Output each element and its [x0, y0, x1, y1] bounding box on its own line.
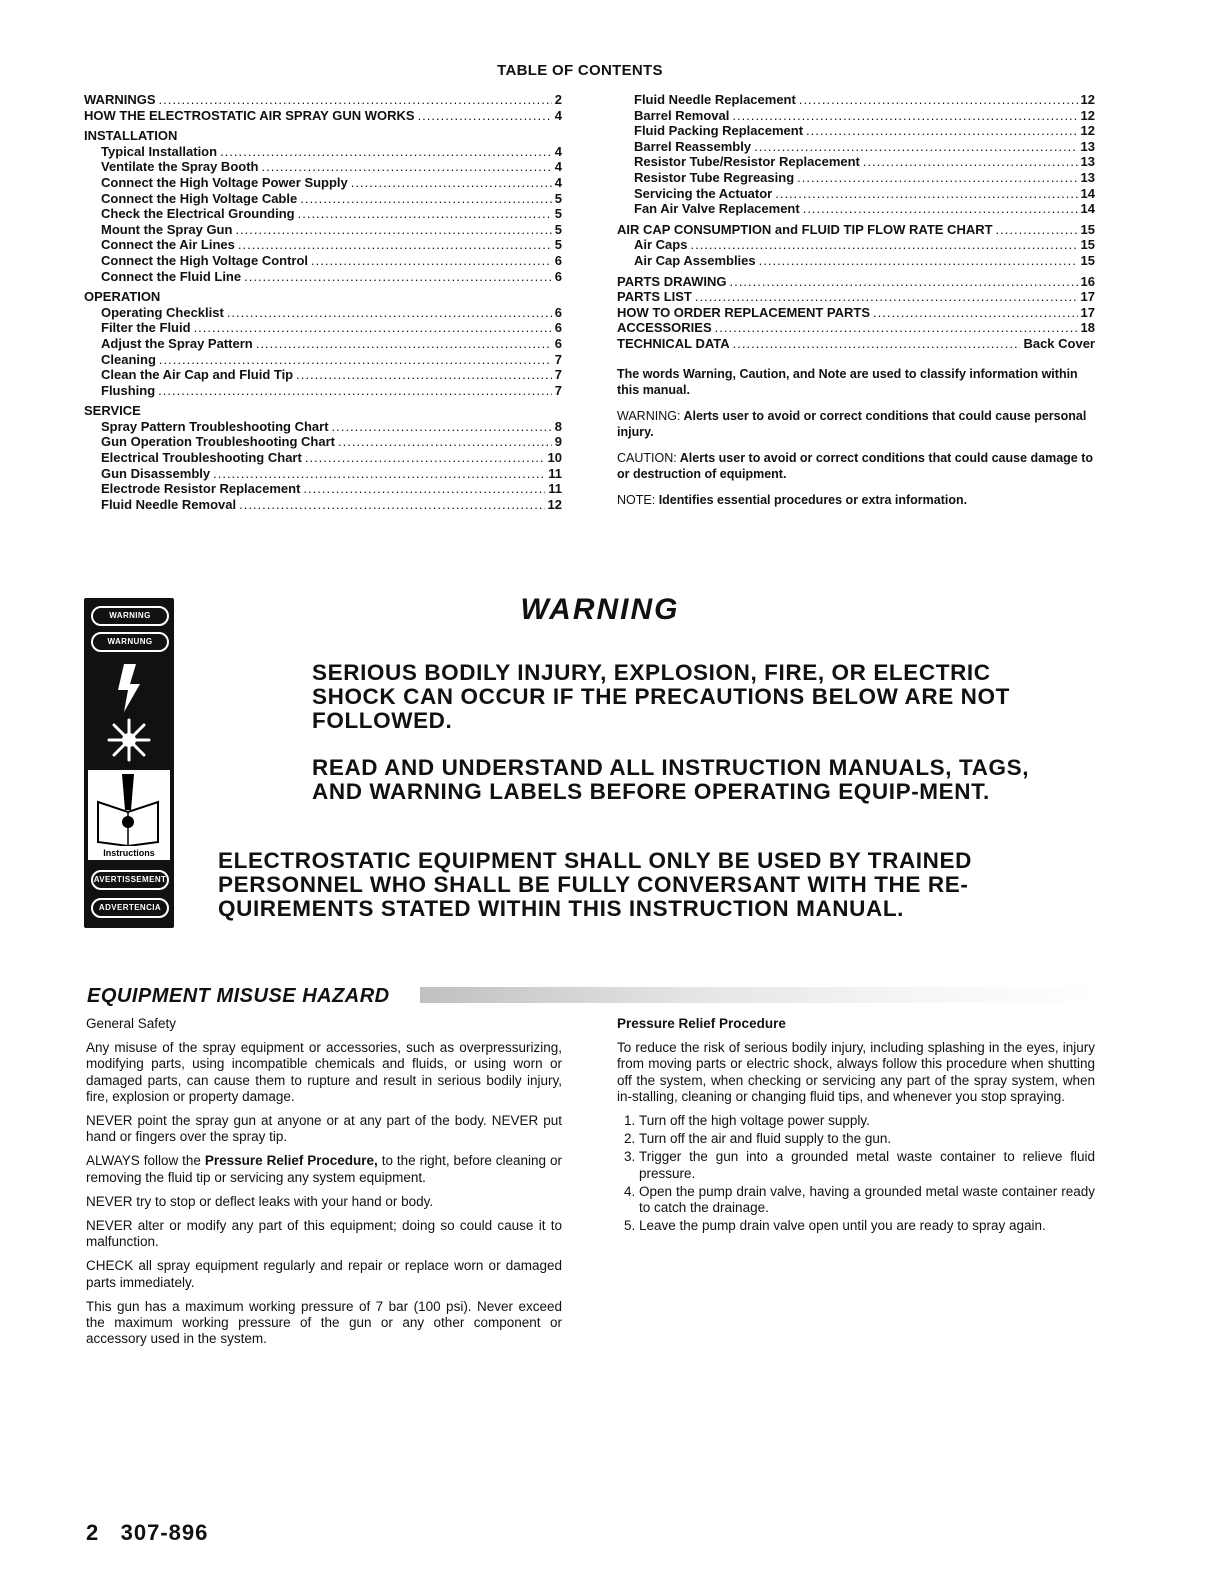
note-caution-text: Alerts user to avoid or correct conditions that could cause damage to or destruction of equipment.: [617, 450, 1094, 481]
toc-entry: [84, 206, 562, 222]
general-safety-heading: General Safety: [86, 1016, 177, 1031]
toc-dot-leader: [235, 222, 551, 238]
pressure-relief-steps: [617, 1113, 1095, 1234]
note-caution-label: CAUTION:: [617, 450, 677, 465]
toc-entry-title: Barrel Reassembly: [634, 138, 752, 154]
toc-entry: [84, 367, 562, 383]
toc-dot-leader: [797, 170, 1077, 186]
toc-dot-leader: [227, 305, 552, 321]
pressure-relief-step: 1. Turn off the high voltage power supply.: [639, 1113, 1095, 1129]
toc-entry: [84, 305, 562, 321]
toc-dot-leader: [873, 305, 1078, 321]
document-number: 307-896: [120, 1520, 209, 1545]
toc-entry-page: 15: [1080, 252, 1095, 268]
toc-entry-page: 17: [1080, 289, 1095, 305]
pressure-relief-step: 3. Trigger the gun into a grounded metal waste container to relieve fluid pressure.: [639, 1149, 1095, 1181]
toc-entry: [84, 191, 562, 207]
toc-entry-page: 4: [554, 107, 562, 123]
toc-dot-leader: [351, 175, 552, 191]
toc-entry-page: 12: [1080, 107, 1095, 123]
toc-entry-page: 14: [1080, 201, 1095, 217]
manual-exclamation-icon: [94, 772, 164, 846]
general-safety-p7: This gun has a maximum working pressure of 7 bar (100 psi). Never exceed the maximum working pressure of the gun or any other component or accessory used in the system.: [86, 1298, 562, 1347]
toc-entry-title: PARTS DRAWING: [617, 273, 727, 289]
toc-entry-title: Fluid Needle Replacement: [634, 92, 796, 107]
toc-entry: [84, 383, 562, 399]
toc-entry: [84, 419, 562, 435]
toc-entry-title: Connect the Air Lines: [101, 237, 235, 253]
toc-entry-page: 7: [554, 351, 562, 367]
note-caution: [617, 450, 1095, 482]
pressure-relief-column: [617, 1016, 1095, 1236]
p3-text-a: ALWAYS follow the: [86, 1153, 205, 1169]
p3-text-c: to the right, before cleaning or removing the fluid tip or servicing any system equipment.: [86, 1153, 562, 1185]
toc-entry-title: Air Cap Assemblies: [634, 252, 756, 268]
toc-entry-title: PARTS LIST: [617, 289, 692, 305]
toc-dot-leader: [730, 274, 1078, 290]
toc-entry-page: 13: [1080, 138, 1095, 154]
toc-entry-title: Operating Checklist: [101, 304, 224, 320]
toc-entry-page: 2: [554, 92, 562, 107]
misuse-section-title: EQUIPMENT MISUSE HAZARD: [87, 985, 390, 1007]
pressure-relief-step: 4. Open the pump drain valve, having a grounded metal waste container ready to catch the drainage.: [639, 1184, 1095, 1216]
toc-entry: [617, 123, 1095, 139]
toc-entry-page: 18: [1080, 320, 1095, 336]
toc-entry-title: Resistor Tube Regreasing: [634, 169, 795, 185]
toc-entry-page: 6: [554, 304, 562, 320]
warning-pill-es: ADVERTENCIA: [91, 898, 169, 918]
general-safety-p3: [86, 1153, 562, 1185]
toc-right-list: [617, 92, 1095, 352]
toc-dot-leader: [256, 336, 552, 352]
toc-dot-leader: [759, 253, 1078, 269]
note-warning-label: WARNING:: [617, 408, 681, 423]
toc-entry-page: 8: [554, 418, 562, 434]
toc-entry-title: Fluid Needle Removal: [101, 496, 237, 512]
toc-entry-title: Fan Air Valve Replacement: [634, 201, 800, 217]
toc-entry: [617, 201, 1095, 217]
toc-entry-page: 6: [554, 252, 562, 268]
toc-dot-leader: [338, 434, 552, 450]
electric-shock-icon: [94, 660, 164, 770]
toc-entry: [84, 159, 562, 175]
toc-dot-leader: [311, 253, 552, 269]
note-warning-text: Alerts user to avoid or correct conditions that could cause personal injury.: [617, 408, 1087, 439]
toc-dot-leader: [803, 201, 1078, 217]
warning-title: WARNING: [520, 593, 680, 626]
toc-entry-title: Cleaning: [101, 351, 156, 367]
toc-entry-page: 4: [554, 174, 562, 190]
page-number: 2: [86, 1520, 100, 1545]
toc-dot-leader: [194, 320, 552, 336]
toc-entry-title: TECHNICAL DATA: [617, 335, 730, 351]
general-safety-p6: CHECK all spray equipment regularly and repair or replace worn or damaged parts immediately.: [86, 1258, 562, 1290]
toc-entry-title: HOW TO ORDER REPLACEMENT PARTS: [617, 304, 871, 320]
toc-entry: [84, 336, 562, 352]
toc-entry-page: 10: [547, 450, 562, 466]
toc-dot-leader: [806, 123, 1077, 139]
toc-entry-page: 13: [1080, 154, 1095, 170]
toc-entry-page: 5: [554, 206, 562, 222]
toc-entry-page: 16: [1080, 273, 1095, 289]
toc-entry: [617, 274, 1095, 290]
toc-entry-page: 11: [548, 465, 562, 481]
toc-entry-title: AIR CAP CONSUMPTION and FLUID TIP FLOW RATE CHART: [617, 221, 993, 237]
toc-dot-leader: [996, 222, 1078, 238]
toc-entry: [84, 403, 562, 419]
note-note-label: NOTE:: [617, 492, 656, 507]
toc-entry-page: 13: [1080, 169, 1095, 185]
toc-dot-leader: [239, 497, 544, 513]
toc-dot-leader: [244, 269, 552, 285]
toc-dot-leader: [303, 481, 545, 497]
toc-entry-title: Connect the High Voltage Power Supply: [101, 174, 348, 190]
toc-entry: [617, 186, 1095, 202]
toc-entry-page: 7: [554, 382, 562, 398]
toc-dot-leader: [159, 352, 552, 368]
toc-entry-page: 6: [554, 268, 562, 284]
pressure-relief-step: 2. Turn off the air and fluid supply to the gun.: [639, 1131, 1095, 1147]
toc-dot-leader: [238, 237, 552, 253]
toc-entry-title: Electrode Resistor Replacement: [101, 481, 301, 497]
toc-entry-title: Resistor Tube/Resistor Replacement: [634, 154, 860, 170]
toc-entry-page: 12: [547, 496, 562, 512]
toc-entry: [84, 289, 562, 305]
read-instructions-panel: [88, 770, 170, 860]
toc-entry-page: 17: [1080, 304, 1095, 320]
toc-entry-page: 15: [1080, 237, 1095, 253]
toc-dot-leader: [754, 139, 1077, 155]
toc-entry: [84, 237, 562, 253]
toc-entry: [617, 92, 1095, 108]
toc-entry-page: 6: [554, 335, 562, 351]
toc-entry: [617, 320, 1095, 336]
toc-dot-leader: [863, 154, 1078, 170]
toc-entry-page: 11: [548, 481, 562, 497]
toc-dot-leader: [158, 383, 552, 399]
toc-entry-title: WARNINGS: [84, 92, 156, 107]
toc-entry: [617, 170, 1095, 186]
toc-dot-leader: [305, 450, 545, 466]
toc-entry-title: Electrical Troubleshooting Chart: [101, 450, 302, 466]
toc-entry-page: 12: [1080, 92, 1095, 107]
toc-entry-page: 9: [554, 434, 562, 450]
toc-entry-title: Fluid Packing Replacement: [634, 123, 804, 139]
toc-entry-title: Connect the High Voltage Cable: [101, 190, 298, 206]
warning-pill-de: WARNUNG: [91, 632, 169, 652]
toc-entry: [84, 144, 562, 160]
toc-dot-leader: [775, 186, 1077, 202]
toc-entry: [617, 222, 1095, 238]
toc-entry-title: Gun Disassembly: [101, 465, 211, 481]
toc-entry: [84, 253, 562, 269]
toc-dot-leader: [690, 237, 1077, 253]
pressure-relief-heading: Pressure Relief Procedure: [617, 1016, 786, 1031]
warning-paragraph-2: READ AND UNDERSTAND ALL INSTRUCTION MANUALS, TAGS, AND WARNING LABELS BEFORE OPERATING EQUIP-MENT.: [312, 755, 1030, 804]
general-safety-p4: NEVER try to stop or deflect leaks with your hand or body.: [86, 1193, 434, 1209]
toc-entry-title: HOW THE ELECTROSTATIC AIR SPRAY GUN WORKS: [84, 107, 415, 123]
toc-entry-page: 6: [554, 320, 562, 336]
note-note-text: Identifies essential procedures or extra information.: [658, 492, 968, 507]
toc-entry: [617, 108, 1095, 124]
toc-entry: [84, 466, 562, 482]
toc-entry-title: Gun Operation Troubleshooting Chart: [101, 434, 335, 450]
warning-pill-en: WARNING: [91, 606, 169, 626]
toc-entry-page: 12: [1080, 123, 1095, 139]
toc-entry-page: 7: [554, 367, 562, 383]
toc-entry-title: Adjust the Spray Pattern: [101, 335, 253, 351]
toc-entry-title: Check the Electrical Grounding: [101, 206, 295, 222]
toc-entry: [84, 269, 562, 285]
general-safety-p1: Any misuse of the spray equipment or accessories, such as overpressurizing, modifying parts, using incompatible chemicals and fluids, or using worn or damaged parts, can cause them to rupture and result in serious bodily injury, fire, explosion or property damage.: [86, 1040, 562, 1104]
toc-entry-page: 4: [554, 143, 562, 159]
toc-entry-page: 5: [554, 221, 562, 237]
toc-entry-title: SERVICE: [84, 403, 141, 419]
toc-entry-page: 15: [1080, 221, 1095, 237]
toc-entry: [84, 108, 562, 124]
toc-dot-leader: [695, 289, 1078, 305]
toc-entry: [617, 237, 1095, 253]
general-safety-p2: NEVER point the spray gun at anyone or at any part of the body. NEVER put hand or fingers over the spray tip.: [86, 1113, 562, 1145]
toc-entry: [84, 320, 562, 336]
toc-entry: [84, 352, 562, 368]
warning-pill-fr: AVERTISSEMENT: [91, 870, 169, 890]
pressure-relief-step: 5. Leave the pump drain valve open until you are ready to spray again.: [639, 1218, 1095, 1234]
toc-dot-leader: [300, 191, 552, 207]
toc-title: TABLE OF CONTENTS: [497, 62, 663, 79]
toc-entry-page: 5: [554, 237, 562, 253]
toc-dot-leader: [298, 206, 552, 222]
toc-entry-title: Barrel Removal: [634, 107, 730, 123]
toc-dot-leader: [733, 336, 1021, 352]
toc-dot-leader: [296, 367, 552, 383]
toc-entry-title: Clean the Air Cap and Fluid Tip: [101, 367, 294, 383]
toc-entry-title: Filter the Fluid: [101, 320, 191, 336]
toc-dot-leader: [418, 108, 552, 124]
toc-dot-leader: [220, 144, 552, 160]
toc-entry: [84, 434, 562, 450]
toc-entry-title: ACCESSORIES: [617, 320, 712, 336]
warning-label-strip: [84, 598, 174, 928]
instructions-label: Instructions: [103, 848, 155, 858]
toc-entry-title: Spray Pattern Troubleshooting Chart: [101, 418, 329, 434]
toc-entry: [84, 450, 562, 466]
general-safety-column: [86, 1016, 562, 1355]
toc-dot-leader: [799, 92, 1078, 108]
toc-dot-leader: [213, 466, 545, 482]
toc-entry: [617, 289, 1095, 305]
toc-entry-title: Typical Installation: [101, 143, 218, 159]
toc-dot-leader: [159, 92, 552, 108]
toc-entry: [84, 497, 562, 513]
notes-intro: The words Warning, Caution, and Note are used to classify information within this manual.: [617, 366, 1078, 397]
toc-entry-title: Mount the Spray Gun: [101, 221, 233, 237]
toc-entry-page: 14: [1080, 185, 1095, 201]
toc-entry-page: Back Cover: [1023, 335, 1095, 351]
toc-entry: [84, 222, 562, 238]
note-warning: [617, 408, 1095, 440]
toc-entry: [617, 305, 1095, 321]
toc-right-column: [617, 92, 1095, 518]
toc-entry: [617, 139, 1095, 155]
toc-entry-page: 5: [554, 190, 562, 206]
toc-entry: [84, 128, 562, 144]
toc-entry: [617, 336, 1095, 352]
toc-entry: [617, 154, 1095, 170]
scan-smudge: [420, 987, 1100, 1003]
general-safety-p5: NEVER alter or modify any part of this equipment; doing so could cause it to malfunction.: [86, 1218, 562, 1250]
toc-dot-leader: [332, 419, 552, 435]
toc-entry-title: Air Caps: [634, 237, 688, 253]
note-note: [617, 492, 1095, 508]
toc-entry-title: OPERATION: [84, 289, 161, 305]
toc-entry-title: Connect the Fluid Line: [101, 268, 242, 284]
page-footer: [86, 1520, 208, 1546]
toc-entry: [84, 175, 562, 191]
toc-entry-title: Connect the High Voltage Control: [101, 252, 309, 268]
toc-left-column: [84, 92, 562, 512]
toc-entry-title: INSTALLATION: [84, 128, 178, 144]
warning-paragraph-1: SERIOUS BODILY INJURY, EXPLOSION, FIRE, OR ELECTRIC SHOCK CAN OCCUR IF THE PRECAUTIONS BELOW ARE NOT FOLLOWED.: [312, 660, 1010, 733]
toc-entry-page: 4: [554, 159, 562, 175]
toc-entry: [84, 92, 562, 108]
toc-dot-leader: [261, 159, 551, 175]
toc-dot-leader: [715, 320, 1078, 336]
toc-entry-title: Ventilate the Spray Booth: [101, 159, 259, 175]
pressure-relief-intro: To reduce the risk of serious bodily injury, including splashing in the eyes, injury from moving parts or electric shock, always follow this procedure when shutting off the system, when checking or servicing any part of the spray system, when in-stalling, cleaning or changing fluid tips, and whenever you stop spraying.: [617, 1040, 1095, 1104]
toc-dot-leader: [732, 108, 1077, 124]
toc-entry: [84, 481, 562, 497]
p3-pressure-relief-ref: Pressure Relief Procedure,: [204, 1153, 378, 1169]
warning-paragraph-3: ELECTROSTATIC EQUIPMENT SHALL ONLY BE USED BY TRAINED PERSONNEL WHO SHALL BE FULLY CONVERSANT WITH THE RE-QUIREMENTS STATED WITHIN THIS INSTRUCTION MANUAL.: [218, 848, 972, 921]
toc-entry: [617, 253, 1095, 269]
toc-entry-title: Servicing the Actuator: [634, 185, 773, 201]
toc-entry-title: Flushing: [101, 382, 156, 398]
